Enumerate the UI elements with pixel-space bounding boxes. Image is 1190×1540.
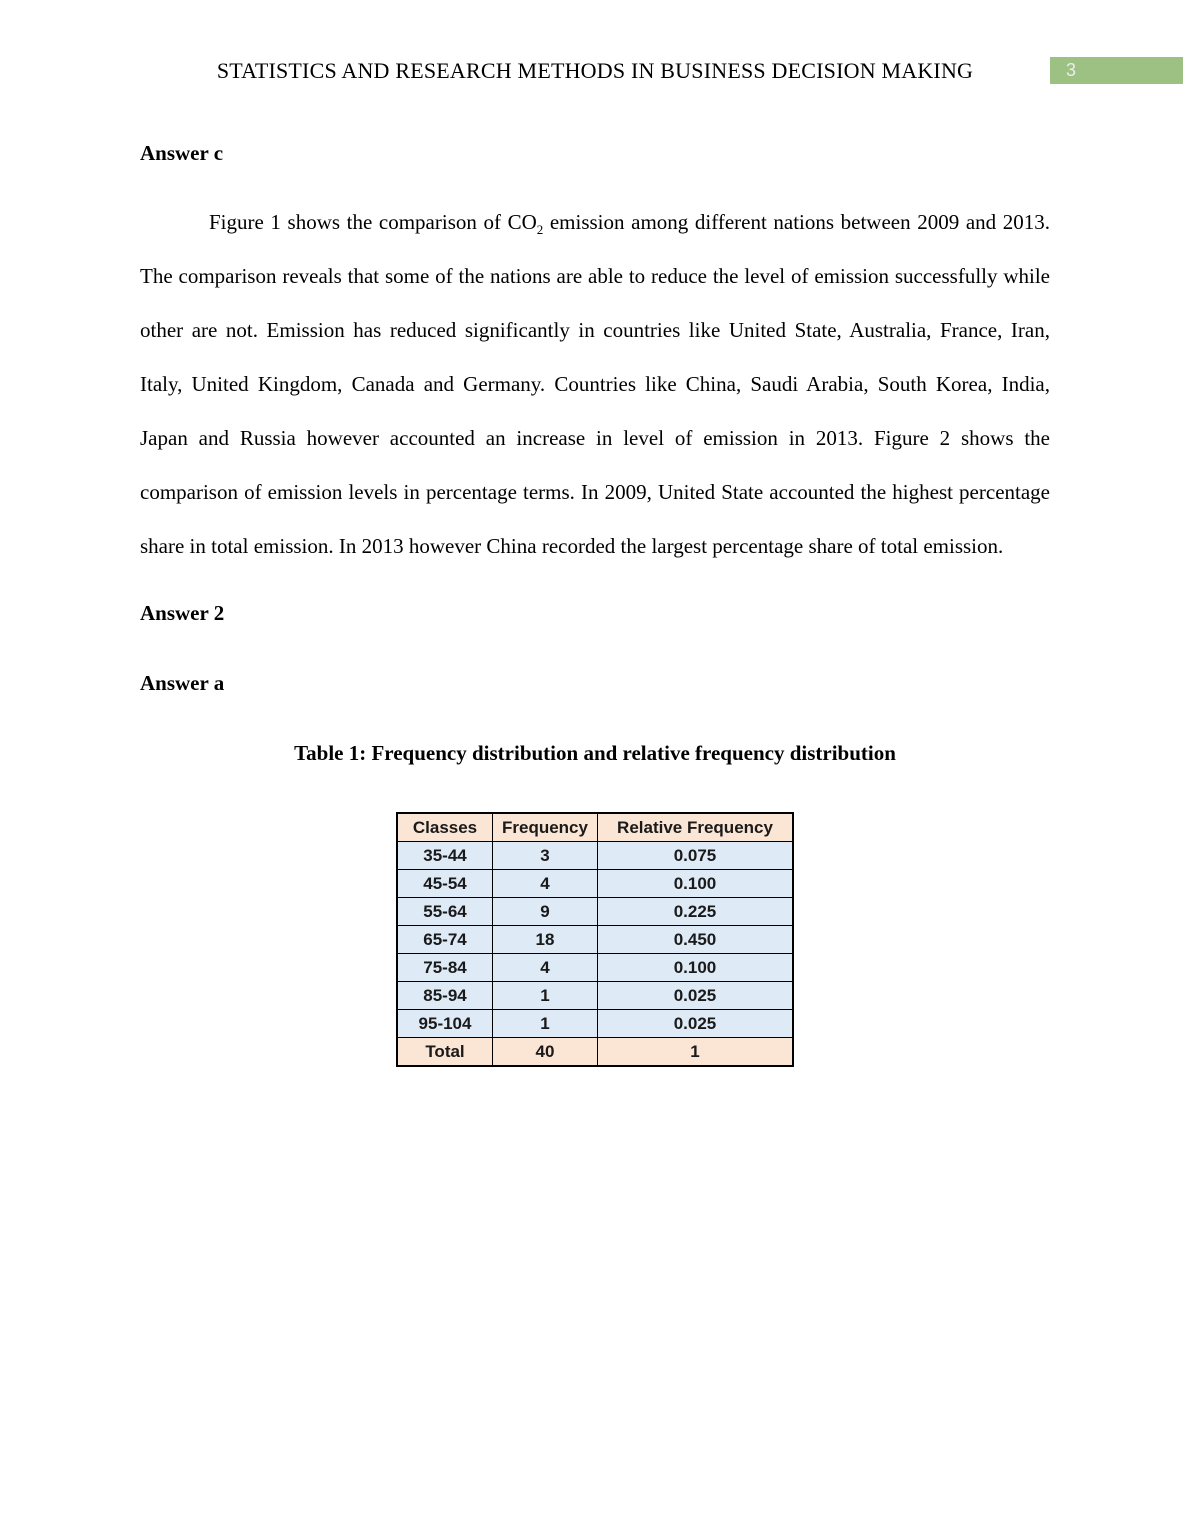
table-row xyxy=(397,898,793,926)
table-row xyxy=(397,1010,793,1038)
table-row xyxy=(397,954,793,982)
frequency-table xyxy=(396,812,794,1067)
table-cell-relative-frequency: 0.025 xyxy=(598,1010,794,1038)
table-cell-total-relative-frequency: 1 xyxy=(598,1038,794,1067)
table-row xyxy=(397,982,793,1010)
table-cell-classes: 55-64 xyxy=(397,898,493,926)
table-header-classes: Classes xyxy=(397,813,493,842)
heading-answer-2: Answer 2 xyxy=(140,601,225,625)
table-cell-classes: 85-94 xyxy=(397,982,493,1010)
running-head-title: STATISTICS AND RESEARCH METHODS IN BUSINESS DECISION MAKING xyxy=(216,58,974,83)
heading-answer-c: Answer c xyxy=(140,141,224,165)
table-cell-frequency: 18 xyxy=(493,926,598,954)
table-row xyxy=(397,926,793,954)
table-total-row xyxy=(397,1038,793,1067)
table-row xyxy=(397,842,793,870)
table-cell-relative-frequency: 0.100 xyxy=(598,954,794,982)
table-header-relative-frequency: Relative Frequency xyxy=(598,813,794,842)
table-cell-total-frequency: 40 xyxy=(493,1038,598,1067)
table-cell-relative-frequency: 0.225 xyxy=(598,898,794,926)
table-cell-frequency: 1 xyxy=(493,1010,598,1038)
table-cell-classes: 75-84 xyxy=(397,954,493,982)
table-cell-frequency: 4 xyxy=(493,870,598,898)
table-cell-frequency: 3 xyxy=(493,842,598,870)
table-cell-frequency: 4 xyxy=(493,954,598,982)
table-cell-relative-frequency: 0.025 xyxy=(598,982,794,1010)
paragraph-answer-c xyxy=(140,195,1050,573)
table-cell-classes: 45-54 xyxy=(397,870,493,898)
table-cell-classes: 35-44 xyxy=(397,842,493,870)
paragraph-text-end: emission among different nations between 2009 and 2013. The comparison reveals that some of the nations are able to reduce the level of emission successfully while other are not. Emission has reduced significantly in countries like United State, Australia, France, Iran, Italy, United Kingdom, Canada and Germany. Countries like China, Saudi Arabia, South Korea, India, Japan and Russia however accounted an increase in level of emission in 2013. Figure 2 shows the comparison of emission levels in percentage terms. In 2009, United State accounted the highest percentage share in total emission. In 2013 however China recorded the largest percentage share of total emission. xyxy=(140,210,1050,558)
heading-answer-a: Answer a xyxy=(140,671,225,695)
table-cell-relative-frequency: 0.075 xyxy=(598,842,794,870)
page-number: 3 xyxy=(1066,60,1077,80)
page-number-badge xyxy=(1050,57,1183,84)
table-row xyxy=(397,870,793,898)
table-cell-total-label: Total xyxy=(397,1038,493,1067)
paragraph-text-start: Figure 1 shows the comparison of CO xyxy=(209,210,537,234)
table-cell-frequency: 1 xyxy=(493,982,598,1010)
document-body xyxy=(140,141,1050,1067)
table-cell-classes: 65-74 xyxy=(397,926,493,954)
table-cell-relative-frequency: 0.100 xyxy=(598,870,794,898)
table-cell-frequency: 9 xyxy=(493,898,598,926)
table-header-frequency: Frequency xyxy=(493,813,598,842)
table-cell-relative-frequency: 0.450 xyxy=(598,926,794,954)
table1-caption: Table 1: Frequency distribution and relative frequency distribution xyxy=(294,741,896,765)
co2-subscript: 2 xyxy=(536,222,544,238)
table-header-row xyxy=(397,813,793,842)
table-cell-classes: 95-104 xyxy=(397,1010,493,1038)
